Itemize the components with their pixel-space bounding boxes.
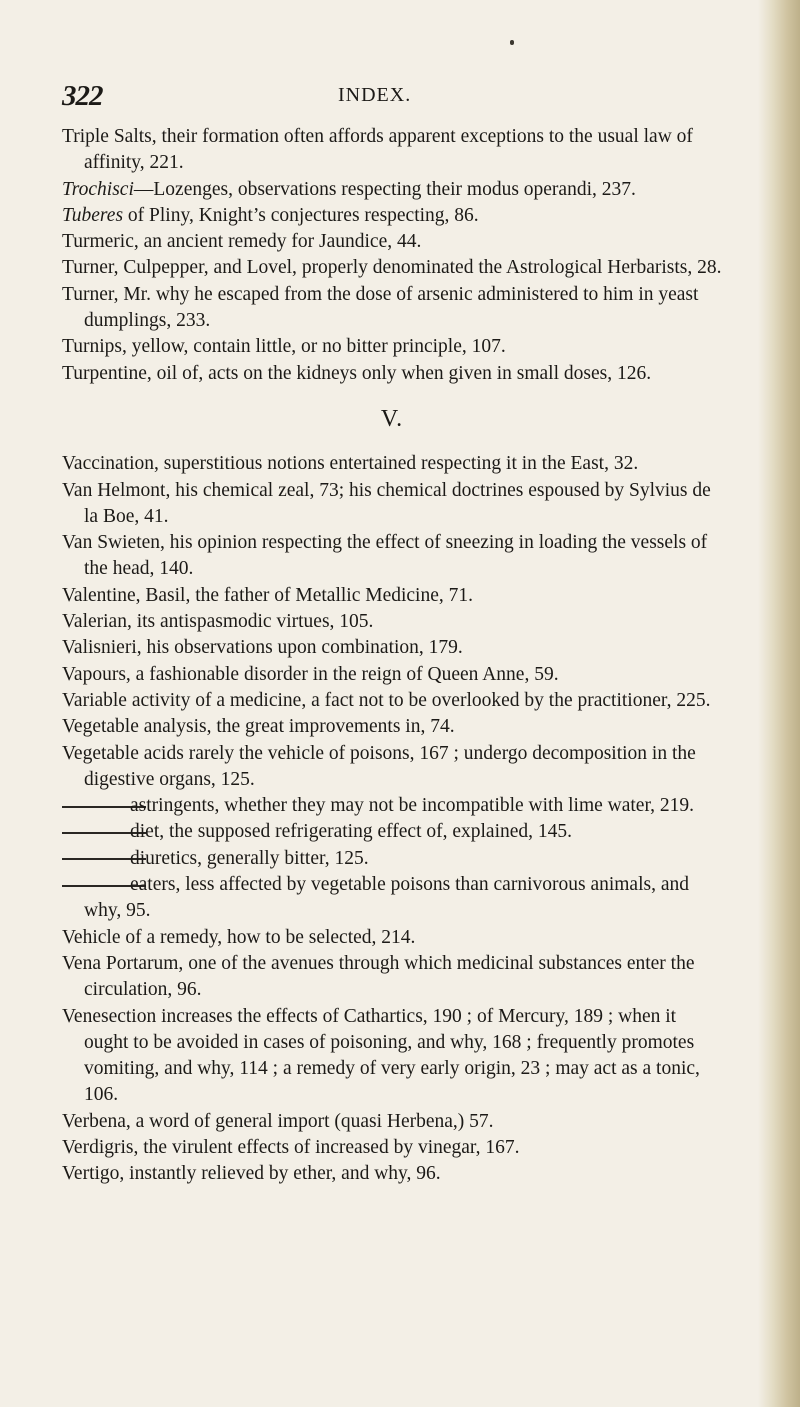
entry-text: the father of Metallic Medicine, 71.: [190, 584, 474, 606]
running-head: INDEX.: [338, 84, 412, 106]
index-entry: [62, 1004, 722, 1109]
index-entry: [62, 609, 722, 635]
entry-text: of a remedy, how to be selected, 214.: [120, 926, 416, 948]
entry-text: an ancient remedy for Jaundice, 44.: [138, 231, 422, 253]
index-entry: [62, 229, 722, 255]
entry-term: Vapours,: [62, 663, 131, 685]
entry-term: Vena Portarum,: [62, 952, 184, 974]
index-entry: [62, 1135, 722, 1161]
index-entry: [62, 741, 722, 794]
entry-text: rarely the vehicle of poisons, 167 ; undergo decomposition in the digestive organs, 125.: [84, 742, 696, 790]
entry-term: Turpentine,: [62, 362, 152, 384]
entry-text: whether they may not be incompatible with lime water, 219.: [219, 795, 695, 817]
entry-term: eaters,: [130, 874, 181, 896]
entry-term: Valisnieri,: [62, 637, 142, 659]
entry-text: instantly relieved by ether, and why, 96.: [124, 1163, 441, 1185]
entry-text: his opinion respecting the effect of sneezing in loading the vessels of the head, 140.: [84, 532, 708, 580]
index-entry: [62, 478, 722, 531]
entry-text: superstitious notions entertained respecting it in the East, 32.: [158, 453, 639, 475]
index-entry: [62, 334, 722, 360]
index-entry: [62, 714, 722, 740]
index-entry: [62, 925, 722, 951]
index-entry: [62, 203, 722, 229]
entry-text: his chemical zeal, 73; his chemical doctrines espoused by Sylvius de la Boe, 41.: [84, 479, 711, 527]
entry-text: properly denominated the Astrological Herbarists, 28.: [296, 257, 722, 279]
entry-text: the virulent effects of increased by vinegar, 167.: [138, 1136, 520, 1158]
entry-term: Vegetable analysis,: [62, 716, 212, 738]
section-letter-v: V.: [380, 405, 404, 432]
entry-text: why he escaped from the dose of arsenic administered to him in yeast dumplings, 233.: [84, 283, 699, 332]
ink-mark: [510, 40, 514, 45]
entry-term: Verbena,: [62, 1110, 131, 1132]
entry-text: increases the effects of Cathartics, 190 ; of Mercury, 189 ; when it ought to be avoided in cases of poisoning, and why, 168 ; frequently promotes vomiting, and why, 114 ; a remedy of very early origin, 23 ; may act as a tonic, 106.: [84, 1005, 700, 1106]
index-entry: [62, 255, 722, 281]
index-entry: [62, 583, 722, 609]
index-entry: [62, 1161, 722, 1187]
entry-text: of Pliny, Knight’s conjectures respecting, 86.: [123, 204, 479, 226]
entry-text: yellow, contain little, or no bitter principle, 107.: [126, 336, 506, 358]
index-entry: [62, 951, 722, 1004]
index-entry: [62, 1109, 722, 1135]
entry-text: their formation often affords apparent exceptions to the usual law of affinity, 221.: [84, 126, 693, 174]
index-section-t: [62, 124, 722, 387]
page-edge-shadow: [758, 0, 800, 1407]
index-entry: [62, 635, 722, 661]
entry-text: the great improvements in, 74.: [211, 716, 455, 738]
index-entry: [62, 872, 722, 925]
entry-term: Triple Salts,: [62, 126, 157, 147]
entry-term: Vaccination,: [62, 453, 159, 475]
entry-term: Turner, Culpepper, and Lovel,: [62, 257, 297, 279]
entry-text: less affected by vegetable poisons than carnivorous animals, and why, 95.: [84, 874, 690, 922]
index-entry: [62, 361, 722, 387]
index-section-v: [62, 451, 722, 1187]
entry-term: Vegetable acids: [62, 742, 184, 764]
entry-term: Vertigo,: [62, 1163, 125, 1185]
index-entry: [62, 846, 722, 872]
entry-text: oil of, acts on the kidneys only when given in small doses, 126.: [151, 362, 652, 384]
entry-text: one of the avenues through which medicinal substances enter the circulation, 96.: [84, 952, 695, 1001]
entry-term: Vehicle: [62, 926, 121, 948]
entry-term: Valentine, Basil,: [62, 584, 191, 606]
entry-term: Turmeric,: [62, 231, 139, 253]
entry-text: its antispasmodic virtues, 105.: [131, 611, 374, 633]
index-entry: [62, 688, 722, 714]
entry-text: the supposed refrigerating effect of, explained, 145.: [164, 821, 573, 843]
index-entry: [62, 662, 722, 688]
entry-term: astringents,: [130, 795, 220, 817]
entry-term: Trochisci: [62, 178, 134, 200]
index-entry: [62, 124, 722, 177]
entry-text: of a medicine, a fact not to be overlooked by the practitioner, 225.: [190, 689, 711, 711]
entry-term: Turner, Mr.: [62, 283, 151, 305]
entry-term: Valerian,: [62, 611, 132, 633]
entry-term: diet,: [130, 821, 165, 843]
entry-text: a fashionable disorder in the reign of Queen Anne, 59.: [130, 663, 559, 685]
index-entry: [62, 451, 722, 477]
entry-term: Turnips,: [62, 336, 127, 358]
entry-text: a word of general import (quasi Herbena,) 57.: [130, 1110, 494, 1132]
entry-term: Variable activity: [62, 689, 191, 711]
index-entry: [62, 793, 722, 819]
entry-term: Tuberes: [62, 204, 124, 226]
entry-text: —Lozenges, observations respecting their modus operandi, 237.: [133, 178, 636, 200]
entry-term: Van Helmont,: [62, 479, 171, 501]
entry-text: his observations upon combination, 179.: [141, 637, 463, 659]
page-header: [62, 80, 722, 120]
entry-term: Venesection: [62, 1005, 157, 1027]
index-content: [62, 124, 722, 1188]
entry-term: diuretics,: [130, 847, 203, 869]
entry-text: generally bitter, 125.: [202, 847, 369, 869]
page-number: 322: [62, 80, 103, 112]
entry-term: Van Swieten,: [62, 532, 165, 554]
entry-term: Verdigris,: [62, 1136, 139, 1158]
index-entry: [62, 177, 722, 203]
index-entry: [62, 282, 722, 335]
index-entry: [62, 819, 722, 845]
index-entry: [62, 530, 722, 583]
